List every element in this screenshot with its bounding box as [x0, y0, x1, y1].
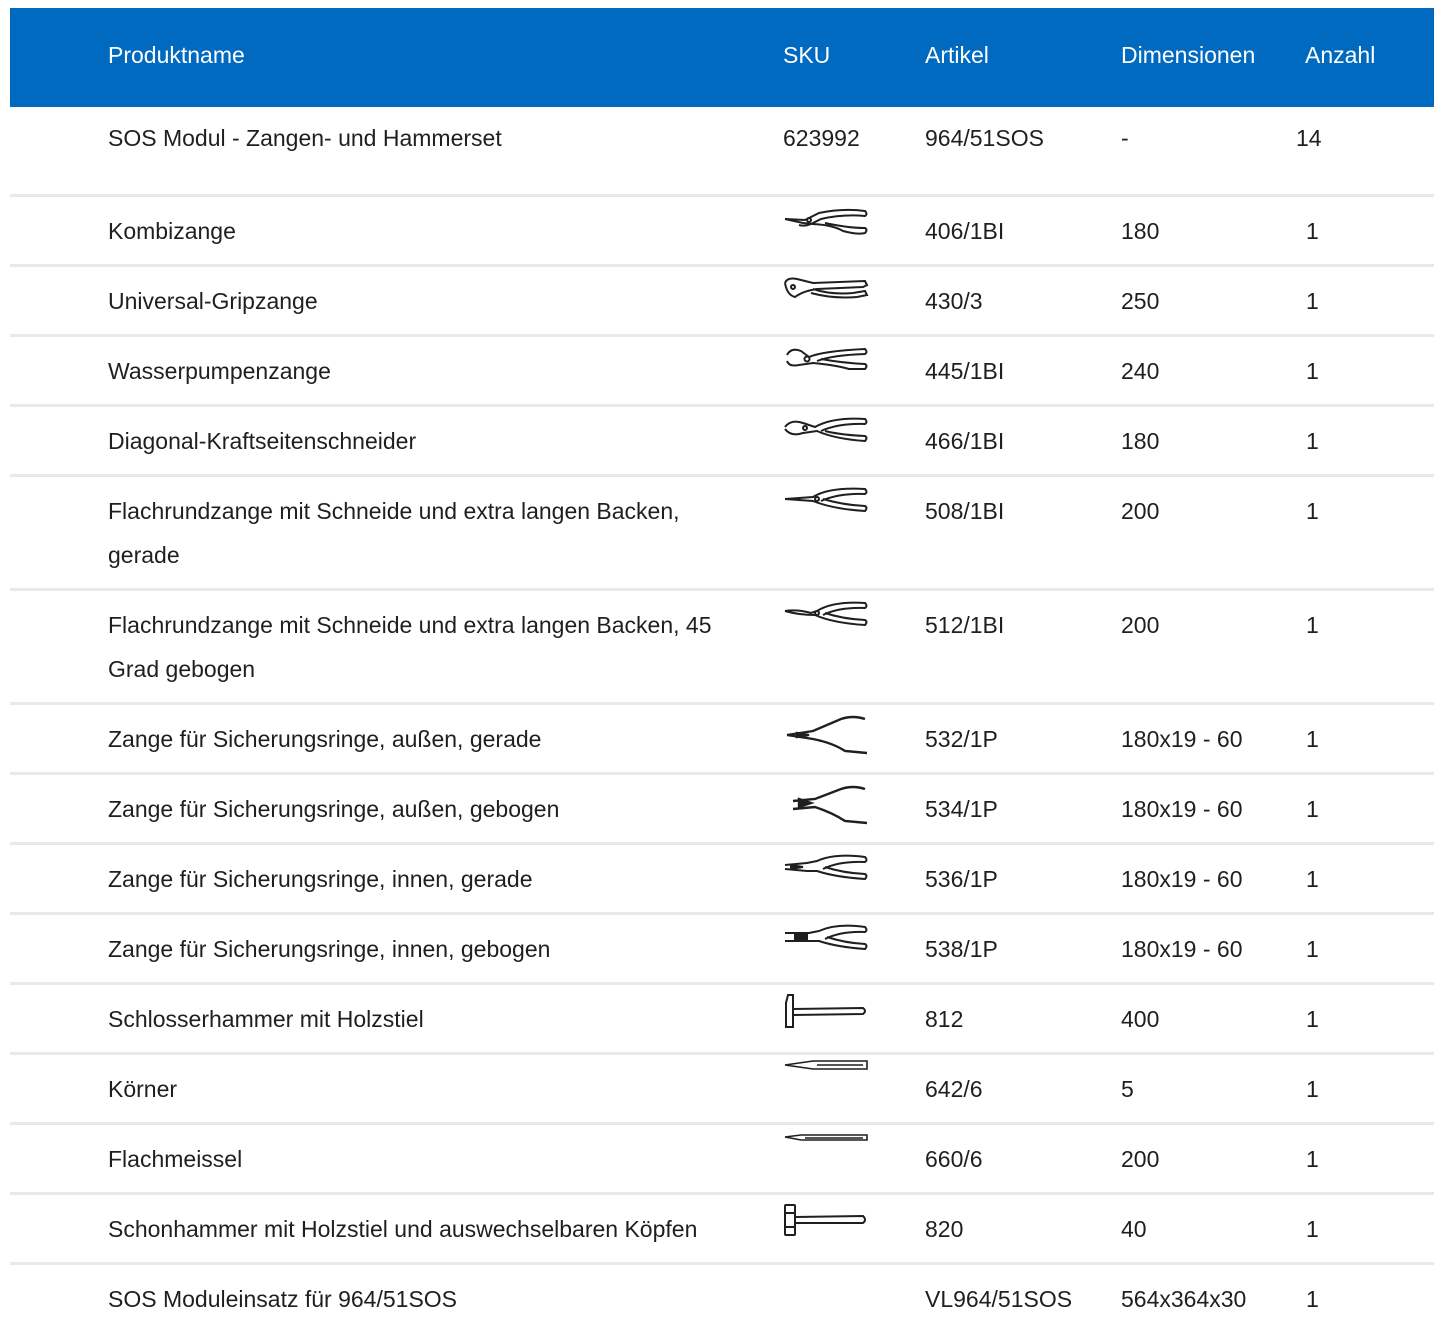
- long-nose-pliers-icon: [783, 483, 869, 523]
- product-dimensions: 5: [1121, 1076, 1134, 1102]
- table-row: [10, 337, 1434, 407]
- table-row: [10, 477, 1434, 591]
- product-dimensions: 200: [1121, 612, 1160, 638]
- product-name[interactable]: Zange für Sicherungsringe, innen, gerade: [108, 866, 533, 892]
- product-quantity: 1: [1306, 288, 1319, 314]
- table-row: [10, 915, 1434, 985]
- product-dimensions: 180: [1121, 218, 1160, 244]
- product-name[interactable]: Kombizange: [108, 218, 236, 244]
- product-quantity: 1: [1306, 726, 1319, 752]
- product-article: 534/1P: [925, 796, 998, 822]
- product-name[interactable]: SOS Moduleinsatz für 964/51SOS: [108, 1286, 458, 1312]
- center-punch-icon: [783, 1055, 869, 1095]
- table-row: [10, 1055, 1434, 1125]
- product-article: 820: [925, 1216, 964, 1242]
- soft-face-hammer-icon: [783, 1203, 869, 1243]
- product-name[interactable]: Zange für Sicherungsringe, innen, gebogen: [108, 936, 551, 962]
- product-name[interactable]: Flachmeissel: [108, 1146, 243, 1172]
- table-row: [10, 1265, 1434, 1332]
- product-name[interactable]: Schlosserhammer mit Holzstiel: [108, 1006, 424, 1032]
- product-dimensions: 400: [1121, 1006, 1160, 1032]
- product-quantity: 1: [1306, 1076, 1319, 1102]
- product-quantity: 1: [1306, 1006, 1319, 1032]
- product-article: 406/1BI: [925, 218, 1005, 244]
- product-article: 536/1P: [925, 866, 998, 892]
- locking-pliers-icon: [783, 273, 869, 313]
- product-dimensions: 180x19 - 60: [1121, 866, 1243, 892]
- product-name[interactable]: Diagonal-Kraftseitenschneider: [108, 428, 417, 454]
- table-row: [10, 267, 1434, 337]
- product-dimensions: 180x19 - 60: [1121, 726, 1243, 752]
- product-table: [10, 8, 1434, 1332]
- product-dimensions: 200: [1121, 1146, 1160, 1172]
- product-name[interactable]: Flachrundzange mit Schneide und extra langen Backen, 45 Grad gebogen: [108, 612, 712, 682]
- product-quantity: 1: [1306, 1216, 1319, 1242]
- product-dimensions: 564x364x30: [1121, 1286, 1247, 1312]
- circlip-pliers-bent-icon: [783, 785, 869, 825]
- table-row: [10, 407, 1434, 477]
- product-name[interactable]: Schonhammer mit Holzstiel und auswechselbaren Köpfen: [108, 1216, 698, 1242]
- product-article: 532/1P: [925, 726, 998, 752]
- product-article: 430/3: [925, 288, 983, 314]
- product-name[interactable]: Wasserpumpenzange: [108, 358, 331, 384]
- product-quantity: 1: [1306, 866, 1319, 892]
- col-header-article[interactable]: Artikel: [925, 42, 989, 68]
- product-dimensions: 180: [1121, 428, 1160, 454]
- product-quantity: 14: [1296, 125, 1322, 151]
- table-row: [10, 197, 1434, 267]
- table-header: [10, 8, 1434, 107]
- flat-chisel-icon: [783, 1125, 869, 1165]
- table-row: [10, 845, 1434, 915]
- product-dimensions: 250: [1121, 288, 1160, 314]
- bent-nose-pliers-icon: [783, 597, 869, 637]
- product-name[interactable]: Zange für Sicherungsringe, außen, gebogen: [108, 796, 560, 822]
- water-pump-pliers-icon: [783, 343, 869, 383]
- product-article: 812: [925, 1006, 964, 1032]
- product-quantity: 1: [1306, 1146, 1319, 1172]
- col-header-sku[interactable]: SKU: [783, 42, 831, 68]
- product-name[interactable]: Flachrundzange mit Schneide und extra langen Backen, gerade: [108, 498, 680, 568]
- hammer-icon: [783, 993, 869, 1033]
- circlip-pliers-icon: [783, 715, 869, 755]
- col-header-name[interactable]: Produktname: [108, 42, 245, 68]
- col-header-quantity[interactable]: Anzahl: [1305, 42, 1376, 68]
- table-row: [10, 985, 1434, 1055]
- product-name[interactable]: Zange für Sicherungsringe, außen, gerade: [108, 726, 542, 752]
- product-quantity: 1: [1306, 218, 1319, 244]
- product-quantity: 1: [1306, 428, 1319, 454]
- combination-pliers-icon: [783, 205, 869, 245]
- product-dimensions: 240: [1121, 358, 1160, 384]
- product-name[interactable]: SOS Modul - Zangen- und Hammerset: [108, 125, 502, 151]
- product-quantity: 1: [1306, 498, 1319, 524]
- product-article: 642/6: [925, 1076, 983, 1102]
- product-dimensions: 180x19 - 60: [1121, 936, 1243, 962]
- product-dimensions: 200: [1121, 498, 1160, 524]
- product-article: 508/1BI: [925, 498, 1005, 524]
- product-dimensions: 180x19 - 60: [1121, 796, 1243, 822]
- product-quantity: 1: [1306, 1286, 1319, 1312]
- table-row: [10, 591, 1434, 705]
- table-row: [10, 775, 1434, 845]
- product-article: 538/1P: [925, 936, 998, 962]
- product-article: VL964/51SOS: [925, 1286, 1073, 1312]
- product-quantity: 1: [1306, 612, 1319, 638]
- product-name[interactable]: Universal-Gripzange: [108, 288, 318, 314]
- table-row: [10, 107, 1434, 197]
- product-quantity: 1: [1306, 358, 1319, 384]
- table-row: [10, 1125, 1434, 1195]
- product-quantity: 1: [1306, 936, 1319, 962]
- product-article: 512/1BI: [925, 612, 1005, 638]
- col-header-dimensions[interactable]: Dimensionen: [1121, 42, 1256, 68]
- product-name[interactable]: Körner: [108, 1076, 178, 1102]
- circlip-pliers-inner-icon: [783, 851, 869, 891]
- product-dimensions: -: [1121, 125, 1129, 151]
- product-quantity: 1: [1306, 796, 1319, 822]
- product-article: 445/1BI: [925, 358, 1005, 384]
- circlip-pliers-inner-bent-icon: [783, 921, 869, 961]
- table-row: [10, 705, 1434, 775]
- diagonal-cutter-icon: [783, 413, 869, 453]
- product-article: 660/6: [925, 1146, 983, 1172]
- product-article: 964/51SOS: [925, 125, 1044, 151]
- product-dimensions: 40: [1121, 1216, 1147, 1242]
- product-article: 466/1BI: [925, 428, 1005, 454]
- table-row: [10, 1195, 1434, 1265]
- product-sku: 623992: [783, 125, 860, 151]
